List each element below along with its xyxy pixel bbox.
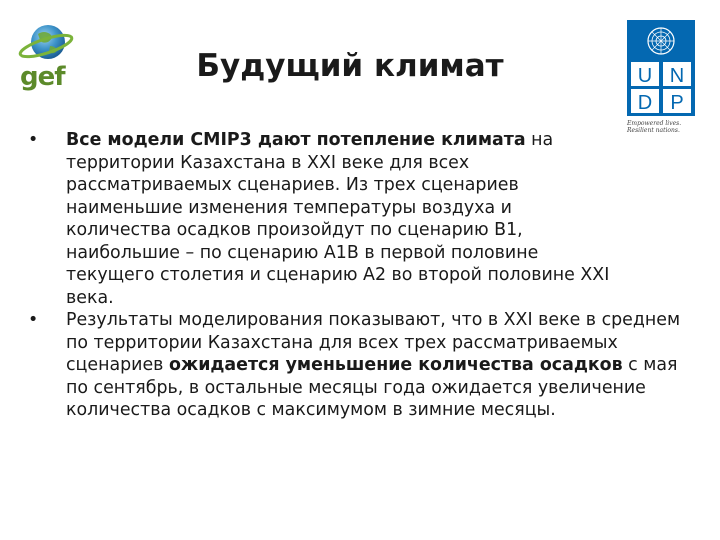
bullet-text	[66, 309, 700, 422]
bullet-marker: •	[28, 130, 39, 150]
undp-tagline-line2: Resilient nations.	[627, 127, 680, 134]
undp-letter-d: D	[637, 92, 653, 114]
bullet-text	[66, 129, 700, 309]
un-emblem-icon	[648, 28, 674, 54]
undp-letter-u: U	[637, 65, 653, 87]
bullet-body-text: на территории Казахстана в XXI веке для всех рассматриваемых сценариев. Из трех сценариев наименьшие изменения температуры воздуха и количества осадков произойдут по сценарию B1, наибольшие – по сценарию A1B в первой половине текущего столетия и сценарию A2 во второй половине XXI века.	[66, 130, 610, 308]
slide-title: Будущий климат	[196, 48, 504, 84]
bullet-body-text: с мая по сентябрь, в остальные месяцы года ожидается увеличение количества осадков с максимумом в зимние месяцы.	[66, 355, 678, 420]
undp-tagline-line1: Empowered lives.	[627, 120, 682, 127]
bullet-bold-text: Все модели CMIP3 дают потепление климата	[66, 130, 526, 150]
bullet-body-text: Результаты моделирования показывают, что в XXI веке в среднем по территории Казахстана для всех трех рассматриваемых сценариев	[66, 310, 681, 375]
undp-letter-n: N	[669, 65, 685, 87]
gef-logo	[16, 20, 78, 96]
bullet-item	[28, 129, 700, 309]
bullet-bold-text: ожидается уменьшение количества осадков	[168, 355, 623, 375]
gef-logo-text: gef	[20, 62, 65, 92]
undp-logo	[627, 20, 695, 116]
bullet-marker: •	[28, 310, 39, 330]
bullet-item	[28, 309, 700, 422]
slide-content	[28, 129, 700, 422]
undp-letter-p: P	[670, 92, 684, 114]
